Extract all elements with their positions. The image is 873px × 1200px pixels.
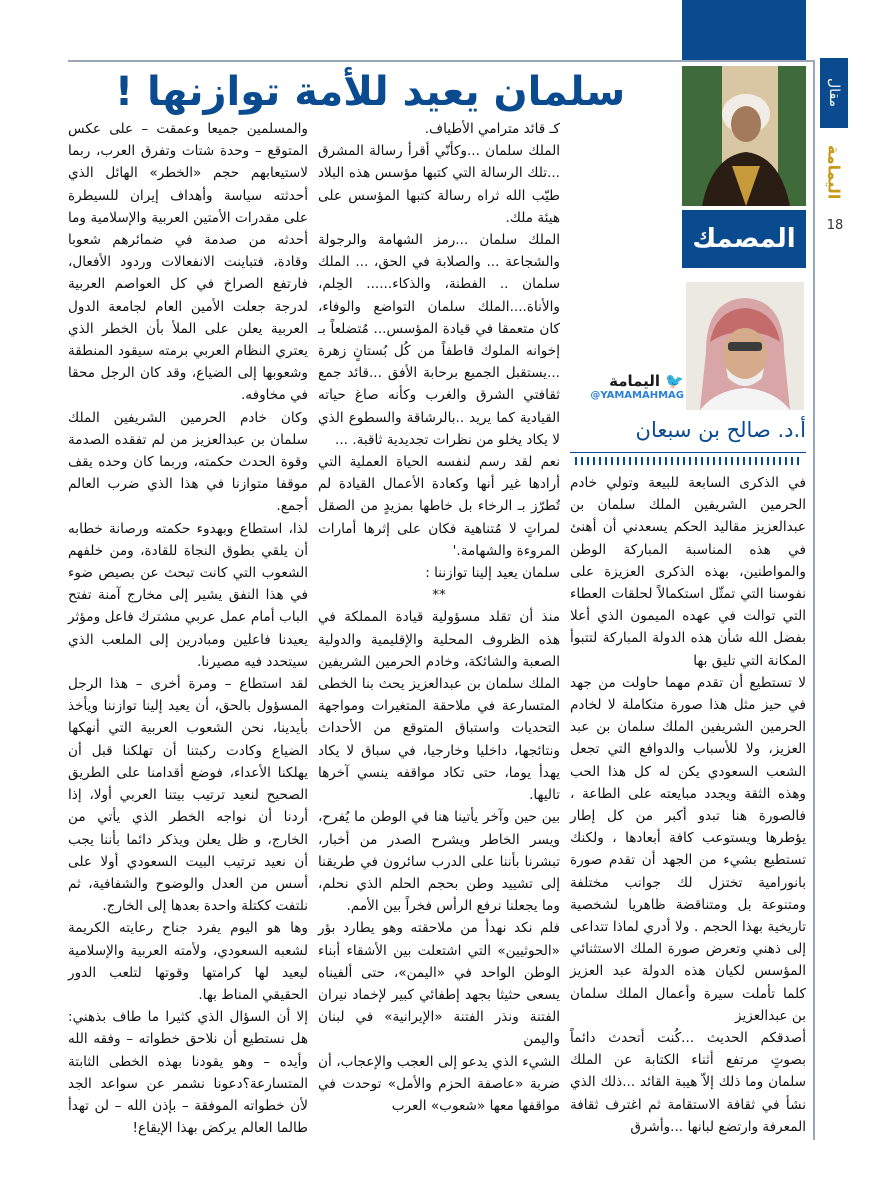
paragraph: إلا أن السؤال الذي كثيرا ما طاف بذهني: هل نستطيع أن نلاحق خطواته – وفقه الله وأيده – وهو يقودنا بهذه الخطى الثابتة المتسارعة؟دعونا نشمر عن سواعد الجد لأن خطواته الموفقة – بإذن الله – لن تهدأ طالما العالم يركض بهذا الإيقاع!: [68, 1009, 308, 1137]
article-column-middle: [318, 118, 560, 1117]
twitter-logo: [580, 372, 684, 390]
paragraph: منذ أن تقلد مسؤولية قيادة المملكة في هذه الظروف المحلية والإقليمية والدولية الصعبة والشائكة، وخادم الحرمين الشريفين الملك سلمان بن عبدالعزيز يحث بنا الخطى المتسارعة في ملاحقة المتغيرات ومواجهة التحديات واستباق المتوقع من الأحداث ونتائجها، داخليا وخارجيا، في سباق لا يكاد يهدأ يوما، حتى تكاد مواقفه ينسي آخرها تاليها.: [318, 609, 560, 804]
paragraph: لقد استطاع – ومرة أخرى – هذا الرجل المسؤول بالحق، أن يعيد إلينا توازننا ويأخذ بأيدينا، نحن الشعوب العربية التي أنهكها الضياع وكادت ركبتنا أن تهلكنا قبل أن يهلكنا الأعداء، فوضع أقدامنا على الطريق الصحيح لنعيد ترتيب بيتنا العربي أولا، إذا أردنا أن نواجه الخطر الذي يأتي من الخارج، و ظل يعلن ويذكر دائما بأننا يجب أن نعيد ترتيب البيت السعودي أولا على أسس من العدل والوضوح والشفافية، ثم نلتفت ككتلة واحدة بعدها إلى الخارج.: [68, 676, 308, 915]
author-underline: [570, 452, 806, 453]
paragraph: أصدقكم الحديث ...كُنت أتحدث دائماً بصوتٍ مرتفع أثناء الكتابة عن الملك سلمان وما ذلك إلاّ هيبة القائد ...ذلك الذي نشأ في ثقافة الاستقامة ثم اغترف ثقافة المعرفة وارتضع لبانها ...وأشرق: [570, 1030, 806, 1135]
subheading: سلمان يعيد إلينا توازننا :: [425, 565, 560, 582]
section-tab: [820, 58, 848, 128]
magazine-logo-text: اليمامة: [824, 145, 844, 200]
page-number: 18: [826, 218, 844, 233]
paragraph: والمسلمين جميعا وعمقت – على عكس المتوقع – وحدة شتات وتفرق العرب، ربما لاستيعابهم حجم «الخطر» الهائل الذي أحدثته سياسة وأهداف إيران للسيطرة على مقدرات الأمتين العربية والإسلامية وما أحدثه من صدمة في ضمائرهم شعوبا وقادة، فتباينت الانفعالات وردود الأفعال، فارتفع الصراخ في كل العواصم العربية لدرجة جعلت الأمين العام لجامعة الدول العربية يعلن على الملأ بأن الخطر الذي يعتري النظام العربي برمته سيقود المنطقة وشعوبها إلى الضياع، وقد كان الرجل محقا في مخاوفه.: [68, 121, 308, 404]
top-color-bar: [682, 0, 806, 60]
paragraph: بين حين وآخر يأتينا هنا في الوطن ما يُفرح، ويسر الخاطر ويشرح الصدر من أخبار، تبشرنا بأننا على الدرب سائرون في طريقنا إلى تشييد وطن بحجم الحلم الذي نحلم، وما يجعلنا نرفع الرأس فخراً بين الأمم.: [318, 809, 560, 915]
paragraph: لذا، استطاع وبهدوء حكمته ورصانة خطابه أن يلقي بطوق النجاة للقادة، ومن خلفهم الشعوب التي كانت تبحث عن بصيص ضوء في هذا النفق يشير إلى مخارج آمنة تفتح الباب أمام عمل عربي مشترك فاعل ومؤثر يعيدنا فاعلين ومبادرين إلى الملعب الذي سيتحدد فيه مصيرنا.: [68, 520, 308, 670]
column-name-box: [682, 210, 806, 268]
king-portrait-image: [682, 66, 806, 206]
paragraph: وها هو اليوم يفرد جناح رعايته الكريمة لشعبه السعودي، ولأمته العربية والإسلامية ليعيد لها كرامتها وقوتها لتلعب الدور الحقيقي المناط بها.: [68, 920, 308, 1003]
paragraph: الملك سلمان ...رمز الشهامة والرجولة والشجاعة ... والصلابة في الحق، ... الملك سلمان .. الفطنة، والذكاء...... الحِلم، والأناة....الملك سلمان التواضع والوفاء، كان متعمقا في قيادة المؤسس... مُتضلعاً بـ إخوانه الملوك قاطفاً من كُل بُستانٍ زهرة ...يستقبل الجميع برحابة الأفق ...قائد جمع ثقافتي الشرق والغرب وكأنه صاغ حياته القيادية كما يريد ..بالرشاقة والسطوع الذي لا يكاد يخلو من نظرات تجديدية ثاقبة. ...: [318, 232, 560, 448]
author-name: أ.د. صالح بن سبعان: [635, 418, 806, 442]
column-name: المصمك: [692, 224, 796, 254]
separator: **: [432, 587, 446, 604]
paragraph: فلم نكد نهدأ من ملاحقته وهو يطارد بؤر «الحوثيين» التي اشتعلت بين الأشقاء أبناء الوطن الواحد في «اليمن»، حتى ألفيناه يسعى حثيثا بجهد إطفائي كبير لإخماد نيران الفتنة ونذر الفتنة «الإيرانية» في لبنان واليمن: [318, 920, 560, 1048]
article-title: سلمان يعيد للأمة توازنها !: [114, 69, 626, 115]
paragraph: لا تستطيع أن تقدم مهما حاولت من جهد في حيز مثل هذا صورة متكاملة لا لخادم الحرمين الشريفين الملك سلمان بن عبد العزيز، ولا للأسباب والدوافع التي تجعل الشعب السعودي يكن له كل هذا الحب وهذه الثقة ويجدد مبايعته على الطاعة ، فالصورة هنا تبدو أكبر من كل إطار يؤطرها ويستوعب كافة أبعادها ، ولكنك تستطيع بشيء من الجهد أن تقدم صورة بانورامية تختزل لك جوانب مختلفة ومتنوعة بل ومتناقضة ظاهريا لشخصية تاريخية بهذا الحجم . ولا أدري لماذا تتداعى إلى ذهني وتعرض صورة الملك الاستثنائي المؤسس لكيان هذه الدولة عبد العزيز كلما تأملت سيرة وأعمال الملك سلمان بن عبدالعزيز: [570, 674, 806, 1024]
article-column-left: [68, 118, 308, 1139]
article-column-right: [570, 472, 806, 1138]
paragraph: الملك سلمان ...وكأنّي أقرأ رسالة المشرق ...تلك الرسالة التي كتبها مؤسس هذه البلاد طيّب الله ثراه رسالة كتبها المؤسس على هيئة ملك.: [318, 143, 560, 226]
dotted-divider: [575, 457, 803, 465]
twitter-logo-text: اليمامة: [609, 372, 661, 390]
section-label: مقال: [826, 78, 842, 108]
author-photo: [686, 282, 804, 410]
vertical-divider: [813, 60, 815, 1140]
paragraph: في الذكرى السابعة للبيعة وتولي خادم الحرمين الشريفين الملك سلمان بن عبدالعزيز مقاليد الحكم يسعدني أن أهنئ في هذه المناسبة المباركة الوطن والمواطنين، بهذه الذكرى العزيزة على نفوسنا التي تمثّل استكمالاً لحلقات العطاء التي توالت في عهده الميمون الذي أعلا بفضل الله شأن هذه الدولة المباركة لتتبوأ المكانة التي تليق بها: [570, 475, 806, 669]
paragraph: كـ قائد مترامي الأطياف.: [424, 121, 560, 137]
paragraph: نعم لقد رسم لنفسه الحياة العملية التي أرادها غير أنها وكعادة الأعمال القيادة لم تُطرّز بـ الرخاء بل خاطها بمزيدٍ من الصقل لمراتٍ لا مُتناهية فكان على إثرها أمارات المروءة والشهامة.': [318, 454, 560, 559]
twitter-block: [580, 372, 684, 408]
paragraph: وكان خادم الحرمين الشريفين الملك سلمان بن عبدالعزيز من لم تفقده الصدمة وقوة الحدث حكمته، وربما كان وحده يقف موقفا متوازنا في هذا الذي ضرب العالم أجمع.: [68, 409, 308, 515]
magazine-logo: [820, 135, 848, 210]
twitter-bird-icon: 🐦: [665, 372, 684, 390]
paragraph: الشيء الذي يدعو إلى العجب والإعجاب، أن ضربة «عاصفة الحزم والأمل» توحدت في مواقفها معها «شعوب» العرب: [318, 1053, 560, 1114]
twitter-handle: @YAMAMAHMAG: [590, 390, 684, 401]
